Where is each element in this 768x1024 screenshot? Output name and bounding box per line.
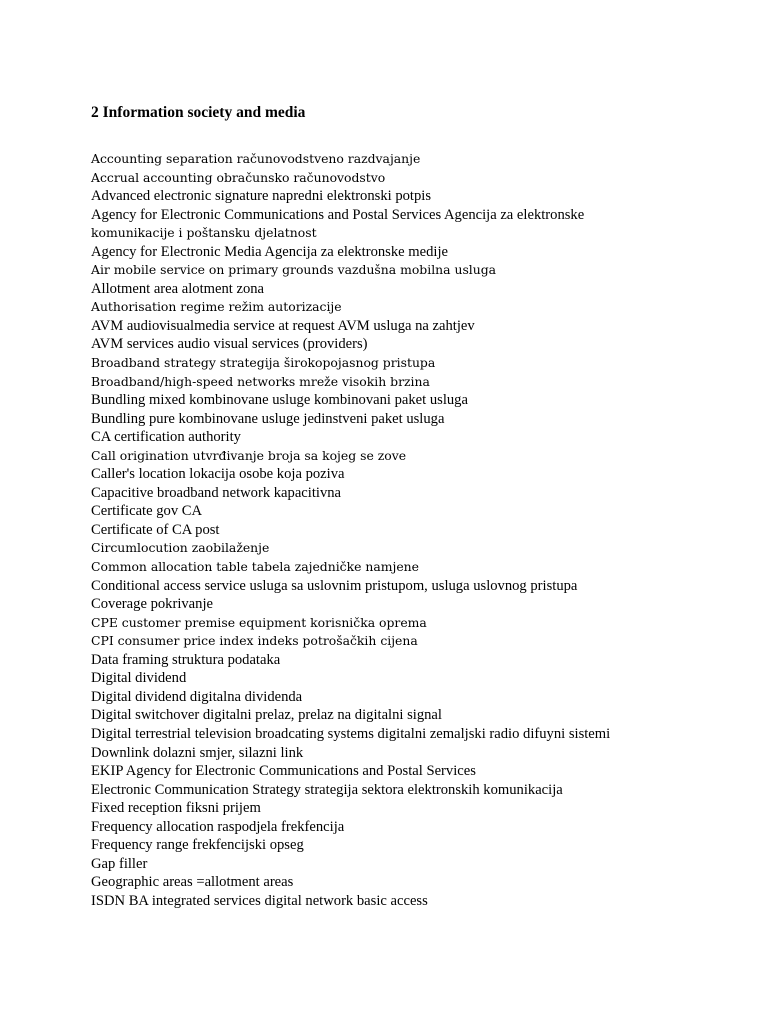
glossary-entry: Bundling pure kombinovane usluge jedinstveni paket usluga <box>91 410 445 427</box>
glossary-entry: Accrual accounting obračunsko računovodstvo <box>91 169 386 185</box>
glossary-entry: Broadband strategy strategija širokopojasnog pristupa <box>91 355 436 371</box>
glossary-entry: Digital dividend <box>91 670 187 687</box>
glossary-entry: Data framing struktura podataka <box>91 651 281 668</box>
glossary-entry: Capacitive broadband network kapacitivna <box>91 484 342 501</box>
glossary-entry: AVM audiovisualmedia service at request AVM usluga na zahtjev <box>91 317 475 334</box>
glossary-entry: Electronic Communication Strategy strategija sektora elektronskih komunikacija <box>91 781 563 798</box>
glossary-entry: Coverage pokrivanje <box>91 596 213 613</box>
glossary-entry: Conditional access service usluga sa uslovnim pristupom, usluga uslovnog pristupa <box>91 577 578 594</box>
glossary-entry: Agency for Electronic Media Agencija za elektronske medije <box>91 243 448 260</box>
glossary-entry: EKIP Agency for Electronic Communications and Postal Services <box>91 763 476 780</box>
glossary-entry: Digital switchover digitalni prelaz, prelaz na digitalni signal <box>91 707 442 724</box>
glossary-entry: komunikacije i poštansku djelatnost <box>91 225 317 241</box>
glossary-entry: Gap filler <box>91 855 148 872</box>
glossary-entry: Accounting separation računovodstveno razdvajanje <box>91 151 421 166</box>
glossary-entry: Bundling mixed kombinovane usluge kombinovani paket usluga <box>91 392 468 409</box>
glossary-entry: Authorisation regime režim autorizacije <box>91 299 342 315</box>
glossary-entry: Air mobile service on primary grounds vazdušna mobilna usluga <box>91 262 497 278</box>
glossary-entry: Allotment area alotment zona <box>91 280 265 297</box>
glossary-entry: AVM services audio visual services (providers) <box>91 336 368 353</box>
glossary-entry: Certificate gov CA <box>91 503 203 520</box>
glossary-list <box>91 150 691 910</box>
section-heading: 2 Information society and media <box>91 104 306 121</box>
glossary-entry: Advanced electronic signature napredni elektronski potpis <box>91 188 432 205</box>
glossary-entry: Frequency allocation raspodjela frekfencija <box>91 818 345 835</box>
glossary-entry: Certificate of CA post <box>91 521 220 538</box>
glossary-entry: Downlink dolazni smjer, silazni link <box>91 744 304 761</box>
glossary-entry: Fixed reception fiksni prijem <box>91 800 261 817</box>
glossary-entry: CPI consumer price index indeks potrošačkih cijena <box>91 633 418 649</box>
glossary-entry: CA certification authority <box>91 429 241 446</box>
glossary-entry: Caller's location lokacija osobe koja poziva <box>91 466 345 483</box>
glossary-entry: Frequency range frekfencijski opseg <box>91 837 304 854</box>
glossary-entry: Digital dividend digitalna dividenda <box>91 688 303 705</box>
glossary-entry: Agency for Electronic Communications and Postal Services Agencija za elektronske <box>91 206 585 223</box>
glossary-entry: Circumlocution zaobilaženje <box>91 540 270 556</box>
glossary-entry: CPE customer premise equipment korisnička oprema <box>91 614 427 630</box>
glossary-entry: Digital terrestrial television broadcating systems digitalni zemaljski radio difuyni sistemi <box>91 725 611 742</box>
glossary-entry: ISDN BA integrated services digital network basic access <box>91 892 428 909</box>
glossary-entry: Broadband/high-speed networks mreže visokih brzina <box>91 373 430 389</box>
glossary-entry: Call origination utvrđivanje broja sa kojeg se zove <box>91 447 407 463</box>
glossary-entry: Geographic areas =allotment areas <box>91 874 294 891</box>
glossary-entry: Common allocation table tabela zajedničke namjene <box>91 559 419 575</box>
